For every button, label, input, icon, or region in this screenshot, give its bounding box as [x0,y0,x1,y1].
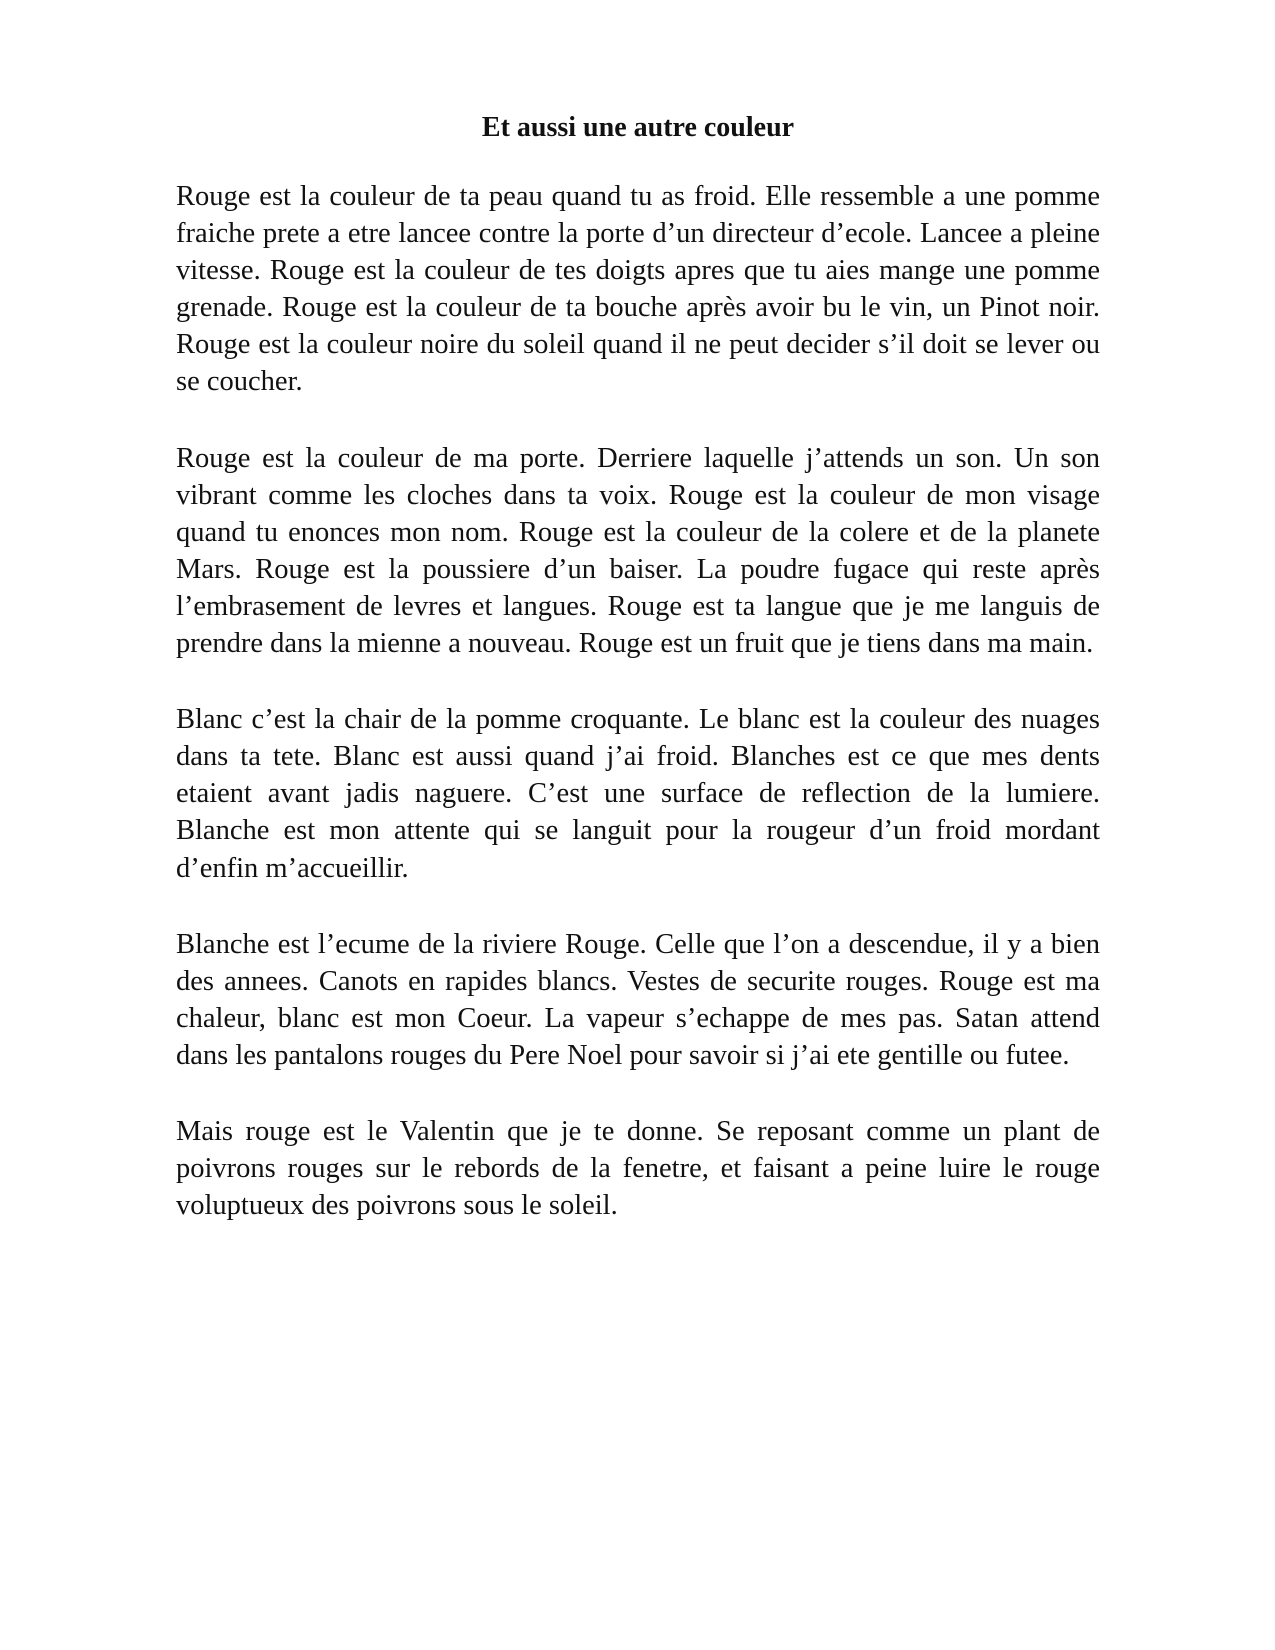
document-title: Et aussi une autre couleur [481,112,795,143]
paragraph-4: Blanche est l’ecume de la riviere Rouge. Celle que l’on a descendue, il y a bien des annees. Canots en rapides blancs. Vestes de securite rouges. Rouge est ma chaleur, blanc est mon Coeur. La vapeur s’echappe de mes pas. Satan attend dans les pantalons rouges du Pere Noel pour savoir si j’ai ete gentille ou futee. [176,928,1100,1071]
document-page [176,108,1100,1263]
paragraph-3: Blanc c’est la chair de la pomme croquante. Le blanc est la couleur des nuages dans ta tete. Blanc est aussi quand j’ai froid. Blanches est ce que mes dents etaient avant jadis naguere. C’est une surface de reflection de la lumiere. Blanche est mon attente qui se languit pour la rougeur d’un froid mordant d’enfin m’accueillir. [176,704,1100,884]
document-body [176,178,1100,1224]
paragraph-2: Rouge est la couleur de ma porte. Derriere laquelle j’attends un son. Un son vibrant comme les cloches dans ta voix. Rouge est la couleur de mon visage quand tu enonces mon nom. Rouge est la couleur de la colere et de la planete Mars. Rouge est la poussiere d’un baiser. La poudre fugace qui reste après l’embrasement de levres et langues. Rouge est ta langue que je me languis de prendre dans la mienne a nouveau. Rouge est un fruit que je tiens dans ma main. [176,442,1100,660]
paragraph-1: Rouge est la couleur de ta peau quand tu as froid. Elle ressemble a une pomme fraiche prete a etre lancee contre la porte d’un directeur d’ecole. Lancee a pleine vitesse. Rouge est la couleur de tes doigts apres que tu aies mange une pomme grenade. Rouge est la couleur de ta bouche après avoir bu le vin, un Pinot noir. Rouge est la couleur noire du soleil quand il ne peut decider s’il doit se lever ou se coucher. [176,181,1100,398]
paragraph-5: Mais rouge est le Valentin que je te donne. Se reposant comme un plant de poivrons rouges sur le rebords de la fenetre, et faisant a peine luire le rouge voluptueux des poivrons sous le soleil. [176,1115,1100,1222]
